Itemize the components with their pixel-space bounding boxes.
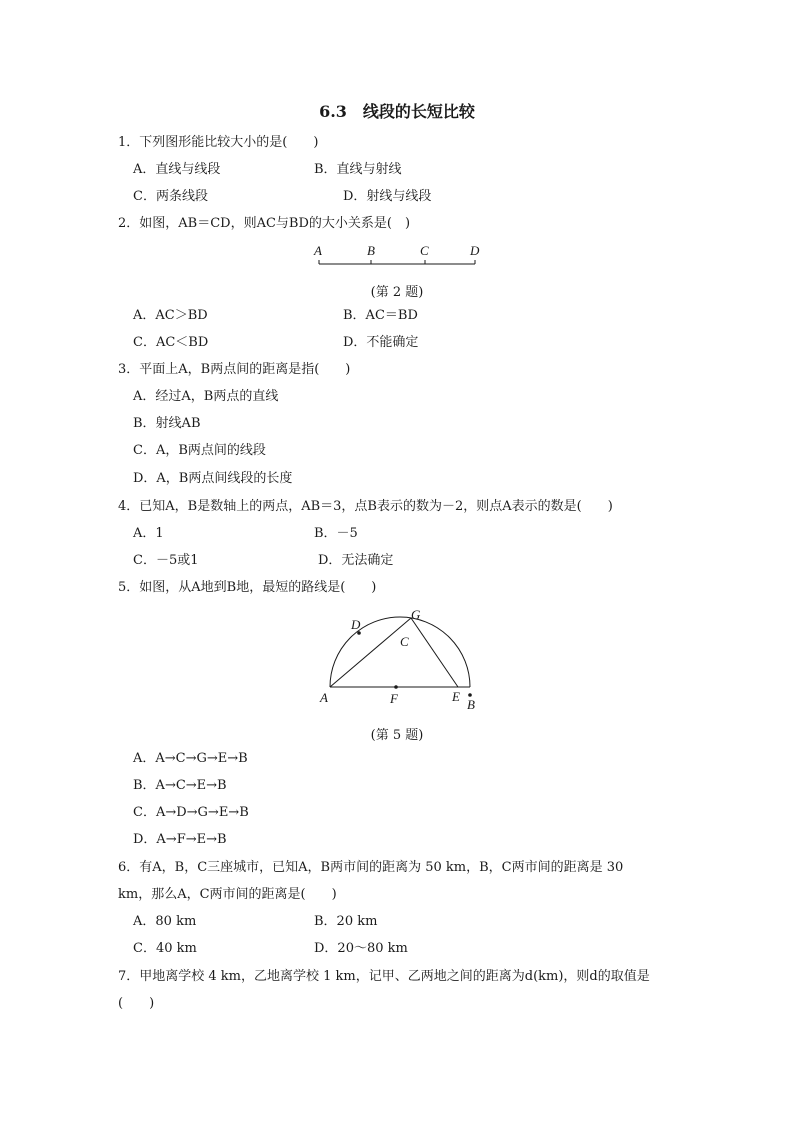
question-3-option-c: C．A，B两点间的线段 <box>133 443 266 458</box>
question-3-option-d: D．A，B两点间线段的长度 <box>133 471 293 486</box>
question-2-option-b: B．AC＝BD <box>343 308 418 323</box>
page-title: 6.3 线段的长短比较 <box>319 102 475 121</box>
question-1-option-b: B．直线与射线 <box>314 162 402 177</box>
question-7-stem-line1: 7．甲地离学校 4 km，乙地离学校 1 km，记甲、乙两地之间的距离为d(km)，则d的取值是 <box>118 969 650 984</box>
question-4-option-d: D．无法确定 <box>318 553 394 568</box>
point-label-b: B <box>367 243 375 258</box>
question-5-option-a: A．A→C→G→E→B <box>133 751 248 766</box>
question-7-stem-line2: ( ) <box>118 996 155 1011</box>
point-label-d: D <box>351 617 361 632</box>
point-label-g: G <box>411 607 421 622</box>
question-6-stem-line1: 6．有A，B，C三座城市，已知A，B两市间的距离为 50 km，B，C两市间的距离是 30 <box>118 860 624 875</box>
question-4-stem: 4．已知A，B是数轴上的两点，AB＝3，点B表示的数为－2，则点A表示的数是( ) <box>118 499 613 514</box>
question-6-option-d: D．20～80 km <box>314 941 408 956</box>
question-4-option-a: A．1 <box>133 526 164 541</box>
question-5-stem: 5．如图，从A地到B地，最短的路线是( ) <box>118 580 377 595</box>
question-4-option-c: C．－5或1 <box>133 553 199 568</box>
point-label-c: C <box>400 634 409 649</box>
question-1-stem: 1．下列图形能比较大小的是( ) <box>118 135 319 150</box>
segment-g-e <box>411 618 458 687</box>
question-5-figure <box>310 604 490 714</box>
point-label-c: C <box>420 243 429 258</box>
point-f <box>394 685 398 689</box>
question-2-caption: (第 2 题) <box>370 285 424 300</box>
question-3-option-b: B．射线AB <box>133 416 201 431</box>
point-label-d: D <box>470 243 480 258</box>
question-3-stem: 3．平面上A，B两点间的距离是指( ) <box>118 362 351 377</box>
question-6-option-b: B．20 km <box>314 914 378 929</box>
question-6-stem-line2: km，那么A，C两市间的距离是( ) <box>118 887 337 902</box>
question-6-option-a: A．80 km <box>133 914 197 929</box>
question-2-option-d: D．不能确定 <box>343 335 419 350</box>
question-4-option-b: B．－5 <box>314 526 358 541</box>
question-1-option-d: D．射线与线段 <box>343 189 432 204</box>
question-2-figure <box>300 238 500 272</box>
point-label-e: E <box>452 689 460 704</box>
question-5-option-d: D．A→F→E→B <box>133 832 227 847</box>
point-label-a: A <box>320 690 328 705</box>
question-2-option-a: A．AC＞BD <box>133 308 208 323</box>
segment-a-g <box>330 618 411 687</box>
question-5-option-c: C．A→D→G→E→B <box>133 805 249 820</box>
question-5-option-b: B．A→C→E→B <box>133 778 227 793</box>
point-label-b: B <box>467 697 475 712</box>
question-6-option-c: C．40 km <box>133 941 197 956</box>
question-1-option-c: C．两条线段 <box>133 189 208 204</box>
question-3-option-a: A．经过A，B两点的直线 <box>133 389 279 404</box>
question-5-caption: (第 5 题) <box>370 728 424 743</box>
question-2-option-c: C．AC＜BD <box>133 335 209 350</box>
point-label-f: F <box>390 691 398 706</box>
question-1-option-a: A．直线与线段 <box>133 162 221 177</box>
question-2-stem: 2．如图，AB＝CD，则AC与BD的大小关系是( ) <box>118 216 411 231</box>
point-label-a: A <box>314 243 322 258</box>
